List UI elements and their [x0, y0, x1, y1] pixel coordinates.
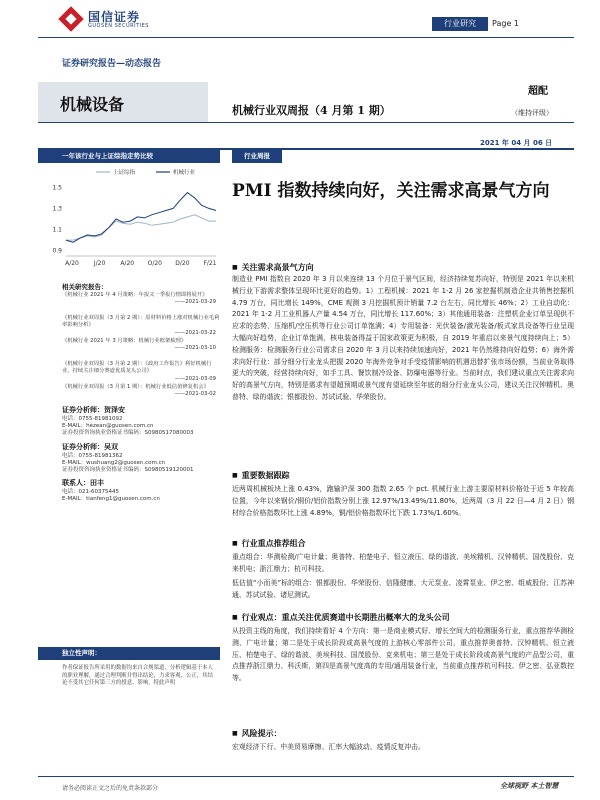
related-report-date: ——2021-03-09 [174, 375, 216, 382]
headline: PMI 指数持续向好，关注需求高景气方向 [232, 181, 550, 201]
related-report-item [62, 292, 220, 307]
related-report-text: 《机械行业双周报（3 月第 2 期）：《政府工作报告》利好机械行业，持续关注细分赛道优质龙头公司》 [62, 361, 212, 375]
related-report-item [62, 361, 220, 383]
report-date: 2021 年 04 月 06 日 [480, 139, 553, 147]
section-data-title: ■ 重要数据跟踪 [232, 470, 290, 481]
analyst-email[interactable]: E-MAIL：wushuang2@guosen.com.cn [62, 460, 166, 466]
analyst-cert: 证券投资咨询执业资格证书编码：S0980519120001 [62, 467, 194, 473]
related-report-text: 《机械行业双周报（3 月第 1 期）：机械行业低估值修复机会》 [62, 384, 209, 390]
analyst-phone: 电话：021-60375445 [62, 489, 119, 495]
y-tick-label: 1.1 [52, 226, 62, 234]
weekly-tag: 行业周报 [232, 150, 282, 163]
related-report-text: 《机械行业 2021 年 3 月策略：机械行业框架梳理》 [62, 338, 187, 344]
section-portfolio-text-1: 重点组合：华测检测/广电计量；奥普特、柏楚电子、恒立液压、绿的谐波、美埃精机、汉钟精机、国茂股份、克来机电；浙江鼎力；杭可科技。 [232, 553, 574, 573]
rating-note: （维持评级） [511, 109, 553, 117]
analyst-name: 证券分析师：贺泽安 [62, 406, 125, 414]
analyst-phone: 电话：0755-81981092 [62, 416, 123, 422]
footer-divider [38, 776, 574, 777]
legend-label: 机械行业 [173, 170, 196, 176]
related-report-date: ——2021-03-10 [174, 345, 216, 352]
logo-name-cn: 国信证券 [88, 10, 141, 24]
analyst-email[interactable]: E-MAIL：tianfeng1@guosen.com.cn [62, 496, 160, 502]
footer-slogan: 全球视野 本土智慧 [500, 782, 559, 790]
series-line [66, 215, 216, 240]
analyst-cert: 证券投资咨询执业资格证书编码：S0980517080003 [62, 430, 194, 436]
related-report-item [62, 338, 220, 353]
rating: 超配 [528, 86, 548, 97]
logo-mark-icon [58, 6, 83, 31]
industry-band [38, 82, 208, 122]
x-tick-label: O/20 [147, 260, 162, 267]
disclaimer-text: 作者保证报告所采用的数据均来自合规渠道，分析逻辑基于本人的职业理解，通过合理判断并得出结论，力求客观、公正，其结论不受其它任何第三方的授意、影响，特此声明 [62, 665, 213, 687]
section-demand-title: ■ 关注需求高景气方向 [232, 262, 314, 273]
x-tick-label: J/20 [93, 260, 106, 267]
header-tag: 行业研究 [432, 17, 488, 31]
y-tick-label: 1.5 [52, 184, 62, 192]
x-tick-label: A/20 [65, 260, 79, 267]
chart-heading: 一年该行业与上证综指走势比较 [38, 150, 220, 163]
series-line [66, 193, 216, 243]
report-title: 机械行业双周报（4 月第 1 期） [232, 104, 391, 117]
logo-name-en: GUOSEN SECURITIES [88, 23, 149, 29]
section-view-title: ■ 行业观点：重点关注优质赛道中长期胜出概率大的龙头公司 [232, 612, 450, 623]
related-report-date: ——2021-03-02 [174, 391, 216, 398]
band-divider [38, 122, 574, 123]
related-report-date: ——2021-03-29 [174, 299, 216, 306]
legend-label: 上证综指 [113, 170, 136, 176]
related-reports-title: 相关研究报告： [62, 283, 108, 291]
analyst-name: 联系人：田丰 [62, 479, 104, 487]
analyst-email[interactable]: E-MAIL：hezean@guosen.com.cn [62, 423, 154, 429]
y-tick-label: 1.3 [52, 205, 62, 213]
related-report-text: 《机械行业 2021 年 4 月策略：年报又一季报行情即将展开》 [62, 292, 208, 298]
related-report-text: 《机械行业双周报（3 月第 2 期）：原材料价格上涨对机械行业毛利率影响分析》 [62, 315, 220, 329]
page-number: Page 1 [492, 19, 519, 28]
analyst-name: 证券分析师：吴双 [62, 443, 118, 451]
analyst-phone: 电话：0755-81981362 [62, 453, 123, 459]
related-report-date: ——2021-03-22 [174, 329, 216, 336]
section-risk-title: ■ 风险提示： [232, 728, 282, 739]
header-divider [38, 37, 574, 38]
section-risk-text: 宏观经济下行、中美贸易摩擦、汇率大幅波动、疫情反复冲击。 [232, 743, 425, 751]
trend-chart [44, 164, 222, 272]
section-data-text: 近两周机械板块上涨 0.43%，跑输沪深 300 指数 2.65 个 pct. 机械行业上游主要原材料价格处于近 5 年较高位置，今年以来钢价/铜价/铝价指数分别上涨 12.97%/13.49%/11.80%，近两周（3 月 22 日—4 月 2 日）钢材综合价格指数环比上涨 4.89%，铜/铝价格指数环比下跌 1.73%/1.60%。 [232, 485, 574, 517]
section-portfolio-text-2: 低估值“小而美”标的组合：银都股份、华荣股份、信隆健康、大元泵业、凌霄泵业、伊之密、组威股份、江苏神通、苏试试验、诸尼测试。 [232, 579, 574, 599]
section-portfolio-title: ■ 行业重点推荐组合 [232, 538, 306, 549]
x-tick-label: D/20 [175, 260, 190, 267]
related-report-item [62, 384, 220, 399]
report-series: 证券研究报告—动态报告 [62, 59, 162, 69]
section-demand-text: 制造业 PMI 指数自 2020 年 3 月以来连续 13 个月位于景气区间，经济持续复苏向好，特别是 2021 年以来机械行业下游需求整体呈现环比更好的趋势。1）工程机械：2021 年 1-2 月 26 家挖掘机制造企业共销售挖掘机 4.79 万台，同比增长 149%，CME 观测 3 月挖掘机预计销量 7.2 台左右，同比增长 46%；2）工业自动化：2021 年 1-2 月工业机器人产量 4.54 万台，同比增长 117.60%；3）其他通用装备：注塑机企业订单呈现供不应求的态势，压缩机/空压机等行业公司订单饱满；4）专用装备：光伏装备/激光装备/板式家具设备等行业呈现大幅向好趋势，企业订单饱满，核电装备得益于国家政策更为积极，自 2019 年重启以来景气度持续向上；5）检测服务：检测服务行业公司需求自 2020 年 3 月以来持续加速向好，2021 年仍然维持向好趋势；6）海外需求向好行业：部分细分行业龙头把握 2020 年海外竞争对手受疫情影响的机遇迅替扩张市场份额，当前业务取得更大的突破，经营持续向好，如手工具、餐饮制冷设备、防爆电器等行业。当前时点，我们建议重点关注需求向好的高景气方向，特别是需求有望超预期或景气度有望延续至年底的细分行业龙头公司，建议关注汉钟精机、奥普特、绿的谐波；银都股份、苏试试验、华荣股份。 [232, 275, 574, 401]
x-tick-label: A/20 [120, 260, 135, 267]
disclaimer-heading: 独立性声明： [38, 647, 220, 660]
y-tick-label: 0.9 [52, 247, 62, 255]
x-tick-label: F/21 [203, 260, 217, 267]
related-report-item [62, 315, 220, 337]
section-view-text: 从投资主线的角度，我们持续看好 4 个方向：第一是商业模式好、增长空间大的检测服务行业，重点推荐华测检测、广电计量；第二是处于成长阶段或高景气度的上游核心零部件公司，重点推荐奥普特、汉钟精机、恒立液压、柏楚电子、绿的谐波、美埃科技、国茂股份、克来机电；第三是处于成长阶段或高景气度的产品型公司，重点推荐浙江鼎力、科沃斯，第四是高景气度高的专用/通用装备行业，当前重点推荐杭可科技、伊之密、弘亚数控等。 [232, 627, 574, 683]
company-logo [62, 6, 154, 34]
industry-name: 机械设备 [60, 95, 125, 114]
footer-note: 请务必阅读正文之后的免责条款部分 [62, 785, 159, 792]
